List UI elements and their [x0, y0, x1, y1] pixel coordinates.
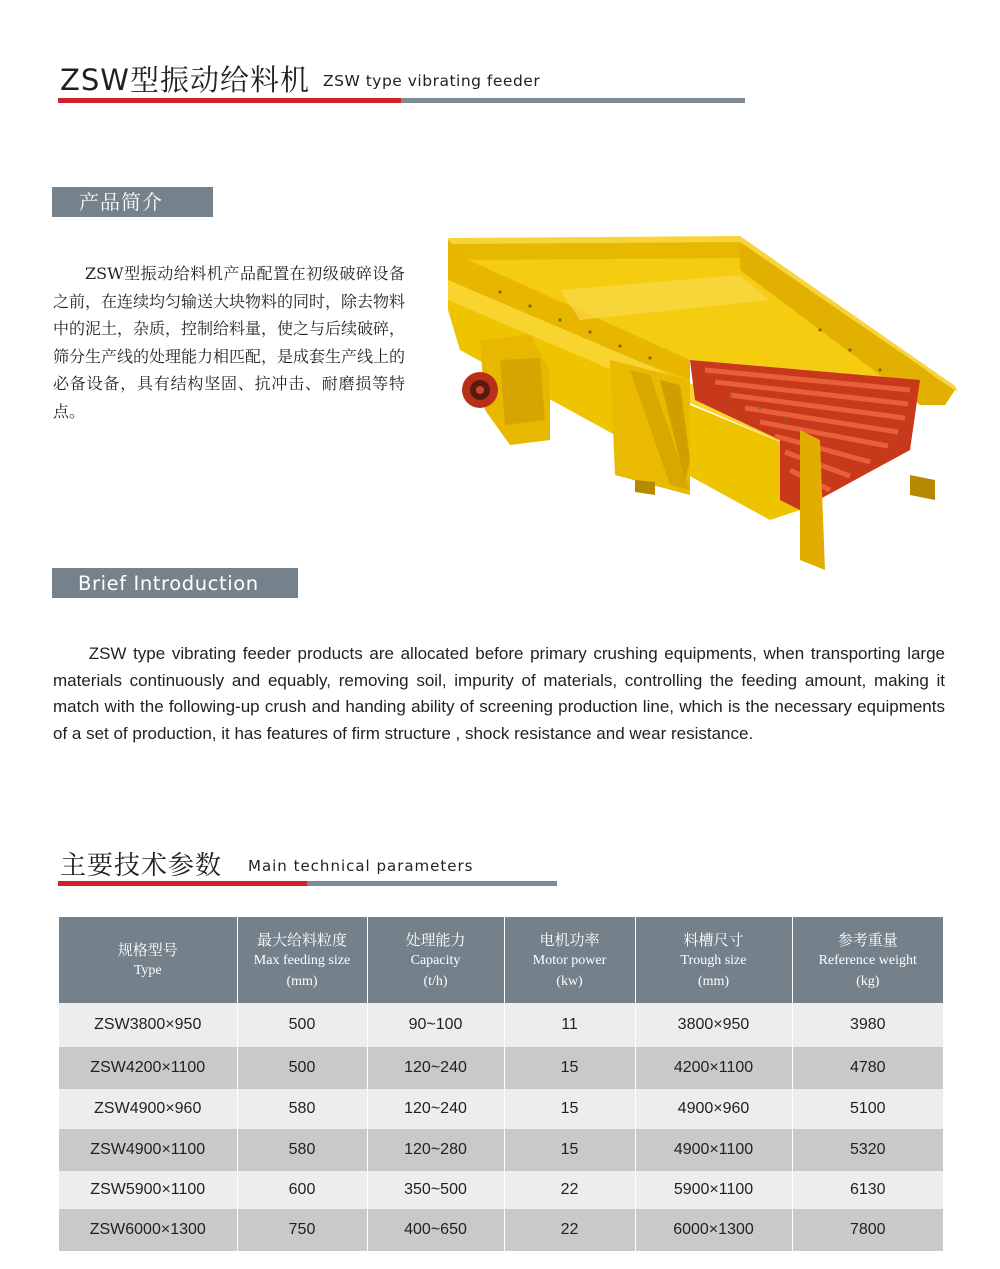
- cell-max-feeding-size: 500: [237, 1003, 367, 1047]
- page-subtitle: ZSW type vibrating feeder: [323, 72, 541, 90]
- column-header-en: Reference weight: [818, 952, 917, 968]
- cell-max-feeding-size: 580: [237, 1129, 367, 1171]
- cell-motor-power: 15: [504, 1047, 635, 1089]
- column-header-cn: 电机功率: [539, 930, 600, 949]
- cell-capacity: 120~240: [367, 1089, 504, 1129]
- column-header-cn: 参考重量: [837, 930, 898, 949]
- cell-reference-weight: 3980: [792, 1003, 943, 1047]
- params-title: 主要技术参数: [60, 851, 223, 881]
- column-header-trough-size: [635, 917, 792, 1003]
- column-header-cn: 处理能力: [405, 930, 466, 949]
- cell-reference-weight: 7800: [792, 1209, 943, 1251]
- cell-reference-weight: 4780: [792, 1047, 943, 1089]
- technical-parameters-table: [59, 917, 943, 1251]
- column-header-unit: (kw): [556, 973, 583, 989]
- title-underline-red: [58, 98, 401, 103]
- cell-type: ZSW4900×1100: [59, 1129, 237, 1171]
- params-underline-gray: [307, 881, 557, 886]
- table-row: [59, 1171, 943, 1209]
- cell-trough-size: 3800×950: [635, 1003, 792, 1047]
- cell-trough-size: 4900×960: [635, 1089, 792, 1129]
- page-title: ZSW型振动给料机: [60, 63, 310, 97]
- intro-paragraph-cn: ZSW型振动给料机产品配置在初级破碎设备之前，在连续均匀输送大块物料的同时，除去物料中的泥土，杂质，控制给料量，使之与后续破碎，筛分生产线的处理能力相匹配，是成套生产线上的必备设备，具有结构坚固、抗冲击、耐磨损等特点。: [53, 264, 406, 421]
- params-subtitle: Main technical parameters: [248, 857, 474, 875]
- cell-type: ZSW4900×960: [59, 1089, 237, 1129]
- cell-trough-size: 4200×1100: [635, 1047, 792, 1089]
- cell-motor-power: 22: [504, 1171, 635, 1209]
- cell-motor-power: 15: [504, 1089, 635, 1129]
- cell-max-feeding-size: 500: [237, 1047, 367, 1089]
- cell-reference-weight: 6130: [792, 1171, 943, 1209]
- table-row: [59, 1003, 943, 1047]
- table-row: [59, 1089, 943, 1129]
- column-header-max-feeding-size: [237, 917, 367, 1003]
- column-header-cn: 规格型号: [117, 941, 178, 959]
- column-header-type: [59, 917, 237, 1003]
- cell-capacity: 400~650: [367, 1209, 504, 1251]
- table-row: [59, 1129, 943, 1171]
- cell-trough-size: 5900×1100: [635, 1171, 792, 1209]
- table-header-row: [59, 917, 943, 1003]
- cell-capacity: 90~100: [367, 1003, 504, 1047]
- cell-capacity: 120~240: [367, 1047, 504, 1089]
- cell-reference-weight: 5320: [792, 1129, 943, 1171]
- column-header-capacity: [367, 917, 504, 1003]
- cell-type: ZSW4200×1100: [59, 1047, 237, 1089]
- cell-motor-power: 22: [504, 1209, 635, 1251]
- cell-max-feeding-size: 600: [237, 1171, 367, 1209]
- cell-max-feeding-size: 750: [237, 1209, 367, 1251]
- column-header-unit: (mm): [286, 973, 318, 989]
- column-header-en: Type: [133, 963, 162, 978]
- cell-reference-weight: 5100: [792, 1089, 943, 1129]
- table-row: [59, 1047, 943, 1089]
- vibrating-feeder-image: [440, 230, 960, 570]
- column-header-en: Motor power: [532, 952, 607, 968]
- cell-type: ZSW6000×1300: [59, 1209, 237, 1251]
- intro-paragraph-en: ZSW type vibrating feeder products are allocated before primary crushing equipments, when transporting large materials continuously and equably, removing soil, impurity of materials, controlling the feeding amount, making it match with the following-up crush and handing ability of screening production line, which is the necessary equipments of a set of production, it has features of firm structure , shock resistance and wear resistance.: [53, 644, 945, 743]
- cell-capacity: 120~280: [367, 1129, 504, 1171]
- column-header-unit: (kg): [856, 973, 880, 989]
- params-underline-red: [58, 881, 307, 886]
- title-underline-gray: [401, 98, 745, 103]
- column-header-unit: (t/h): [423, 973, 448, 989]
- column-header-cn: 最大给料粒度: [256, 930, 347, 949]
- cell-trough-size: 4900×1100: [635, 1129, 792, 1171]
- cell-type: ZSW3800×950: [59, 1003, 237, 1047]
- cell-type: ZSW5900×1100: [59, 1171, 237, 1209]
- table-row: [59, 1209, 943, 1251]
- column-header-unit: (mm): [697, 973, 730, 989]
- cell-motor-power: 15: [504, 1129, 635, 1171]
- column-header-cn: 料槽尺寸: [683, 930, 744, 949]
- column-header-motor-power: [504, 917, 635, 1003]
- section-label-brief-introduction: Brief Introduction: [52, 568, 298, 598]
- column-header-en: Trough size: [680, 952, 747, 968]
- cell-max-feeding-size: 580: [237, 1089, 367, 1129]
- column-header-en: Capacity: [410, 952, 461, 968]
- column-header-reference-weight: [792, 917, 943, 1003]
- cell-motor-power: 11: [504, 1003, 635, 1047]
- cell-capacity: 350~500: [367, 1171, 504, 1209]
- cell-trough-size: 6000×1300: [635, 1209, 792, 1251]
- section-label-product-intro: 产品简介: [52, 187, 213, 217]
- column-header-en: Max feeding size: [253, 952, 351, 968]
